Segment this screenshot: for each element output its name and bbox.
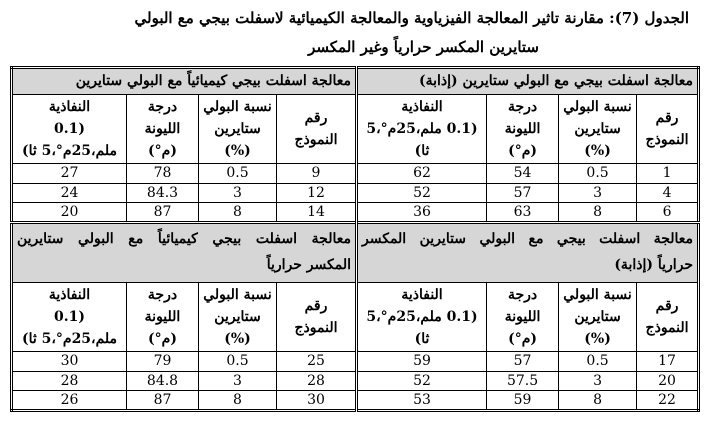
table-cell: 63 bbox=[487, 203, 559, 223]
table-cell: 84.8 bbox=[127, 371, 199, 391]
header-polystyrene-ratio: نسبة البولي ستايرين (%) bbox=[563, 286, 632, 347]
table-cell: 24 bbox=[12, 183, 127, 203]
header-polystyrene-ratio: نسبة البولي ستايرين (%) bbox=[563, 98, 632, 159]
header-sample-number: رقم النموذج bbox=[645, 109, 689, 148]
table-cell: 0.5 bbox=[559, 164, 637, 184]
table-cell: 14 bbox=[277, 203, 357, 223]
header-penetration: النفاذية (0.1 ملم،25م°،5 ثا) bbox=[21, 98, 118, 159]
table-row bbox=[12, 164, 699, 184]
table-cell: 3 bbox=[199, 371, 277, 391]
group-header-cracked-dissolution: معالجة اسفلت بيجي مع البولي ستايرين المكسر حرارياً (إذابة) bbox=[357, 222, 699, 282]
table-cell: 6 bbox=[637, 203, 699, 223]
table-cell: 8 bbox=[199, 391, 277, 411]
table-cell: 3 bbox=[559, 183, 637, 203]
table-cell: 57 bbox=[487, 352, 559, 372]
table-cell: 57.5 bbox=[487, 371, 559, 391]
table-cell: 22 bbox=[637, 391, 699, 411]
comparison-table bbox=[10, 66, 700, 412]
table-cell: 8 bbox=[559, 391, 637, 411]
header-softening-point: درجة الليونة (م°) bbox=[144, 98, 181, 159]
table-cell: 54 bbox=[487, 164, 559, 184]
table-cell: 78 bbox=[127, 164, 199, 184]
header-penetration: النفاذية (0.1 ملم،25م°،5 ثا) bbox=[366, 98, 478, 159]
table-cell: 17 bbox=[637, 352, 699, 372]
table-cell: 62 bbox=[357, 164, 487, 184]
header-softening-point: درجة الليونة (م°) bbox=[504, 98, 541, 159]
column-header-row bbox=[12, 94, 699, 163]
group-header-dissolution: معالجة اسفلت بيجي مع البولي ستايرين (إذابة) bbox=[357, 68, 699, 95]
table-cell: 87 bbox=[127, 391, 199, 411]
table-cell: 3 bbox=[559, 371, 637, 391]
table-row bbox=[12, 391, 699, 411]
table-row bbox=[12, 352, 699, 372]
header-polystyrene-ratio: نسبة البولي ستايرين (%) bbox=[203, 98, 272, 159]
header-penetration: النفاذية (0.1 ملم،25م°،5 ثا) bbox=[21, 286, 118, 347]
table-cell: 9 bbox=[277, 164, 357, 184]
table-row bbox=[12, 203, 699, 223]
table-cell: 4 bbox=[637, 183, 699, 203]
table-row bbox=[12, 371, 699, 391]
table-cell: 59 bbox=[357, 352, 487, 372]
table-cell: 30 bbox=[12, 352, 127, 372]
table-cell: 25 bbox=[277, 352, 357, 372]
table-cell: 52 bbox=[357, 183, 487, 203]
group-header-chemical: معالجة اسفلت بيجي كيميائياً مع البولي ستايرين bbox=[12, 68, 357, 95]
table-cell: 36 bbox=[357, 203, 487, 223]
table-cell: 27 bbox=[12, 164, 127, 184]
header-sample-number: رقم النموذج bbox=[645, 297, 689, 336]
column-header-row bbox=[12, 282, 699, 351]
table-row bbox=[12, 183, 699, 203]
table-cell: 26 bbox=[12, 391, 127, 411]
table-cell: 79 bbox=[127, 352, 199, 372]
table-cell: 87 bbox=[127, 203, 199, 223]
table-cell: 28 bbox=[277, 371, 357, 391]
table-cell: 20 bbox=[637, 371, 699, 391]
caption-line-2: ستايرين المكسر حرارياً وغير المكسر bbox=[308, 38, 539, 56]
header-penetration: النفاذية (0.1 ملم،25م°،5 ثا) bbox=[366, 286, 478, 347]
table-cell: 3 bbox=[199, 183, 277, 203]
table-cell: 59 bbox=[487, 391, 559, 411]
group-header-cracked-chemical: معالجة اسفلت بيجي كيميائياً مع البولي ستايرين المكسر حرارياً bbox=[12, 222, 357, 282]
table-cell: 30 bbox=[277, 391, 357, 411]
table-cell: 20 bbox=[12, 203, 127, 223]
table-cell: 0.5 bbox=[199, 352, 277, 372]
caption-line-1: الجدول (7): مقارنة تاثير المعالجة الفيزياوية والمعالجة الكيميائية لاسفلت بيجي مع البولي bbox=[134, 9, 689, 27]
table-cell: 84.3 bbox=[127, 183, 199, 203]
header-softening-point: درجة الليونة (م°) bbox=[144, 286, 181, 347]
table-cell: 53 bbox=[357, 391, 487, 411]
header-sample-number: رقم النموذج bbox=[294, 297, 338, 336]
table-cell: 8 bbox=[559, 203, 637, 223]
table-cell: 12 bbox=[277, 183, 357, 203]
header-softening-point: درجة الليونة (م°) bbox=[504, 286, 541, 347]
header-sample-number: رقم النموذج bbox=[294, 109, 338, 148]
header-polystyrene-ratio: نسبة البولي ستايرين (%) bbox=[203, 286, 272, 347]
table-cell: 1 bbox=[637, 164, 699, 184]
table-cell: 0.5 bbox=[559, 352, 637, 372]
table-cell: 52 bbox=[357, 371, 487, 391]
table-cell: 0.5 bbox=[199, 164, 277, 184]
table-cell: 57 bbox=[487, 183, 559, 203]
table-cell: 28 bbox=[12, 371, 127, 391]
table-cell: 8 bbox=[199, 203, 277, 223]
table-caption bbox=[29, 4, 689, 62]
